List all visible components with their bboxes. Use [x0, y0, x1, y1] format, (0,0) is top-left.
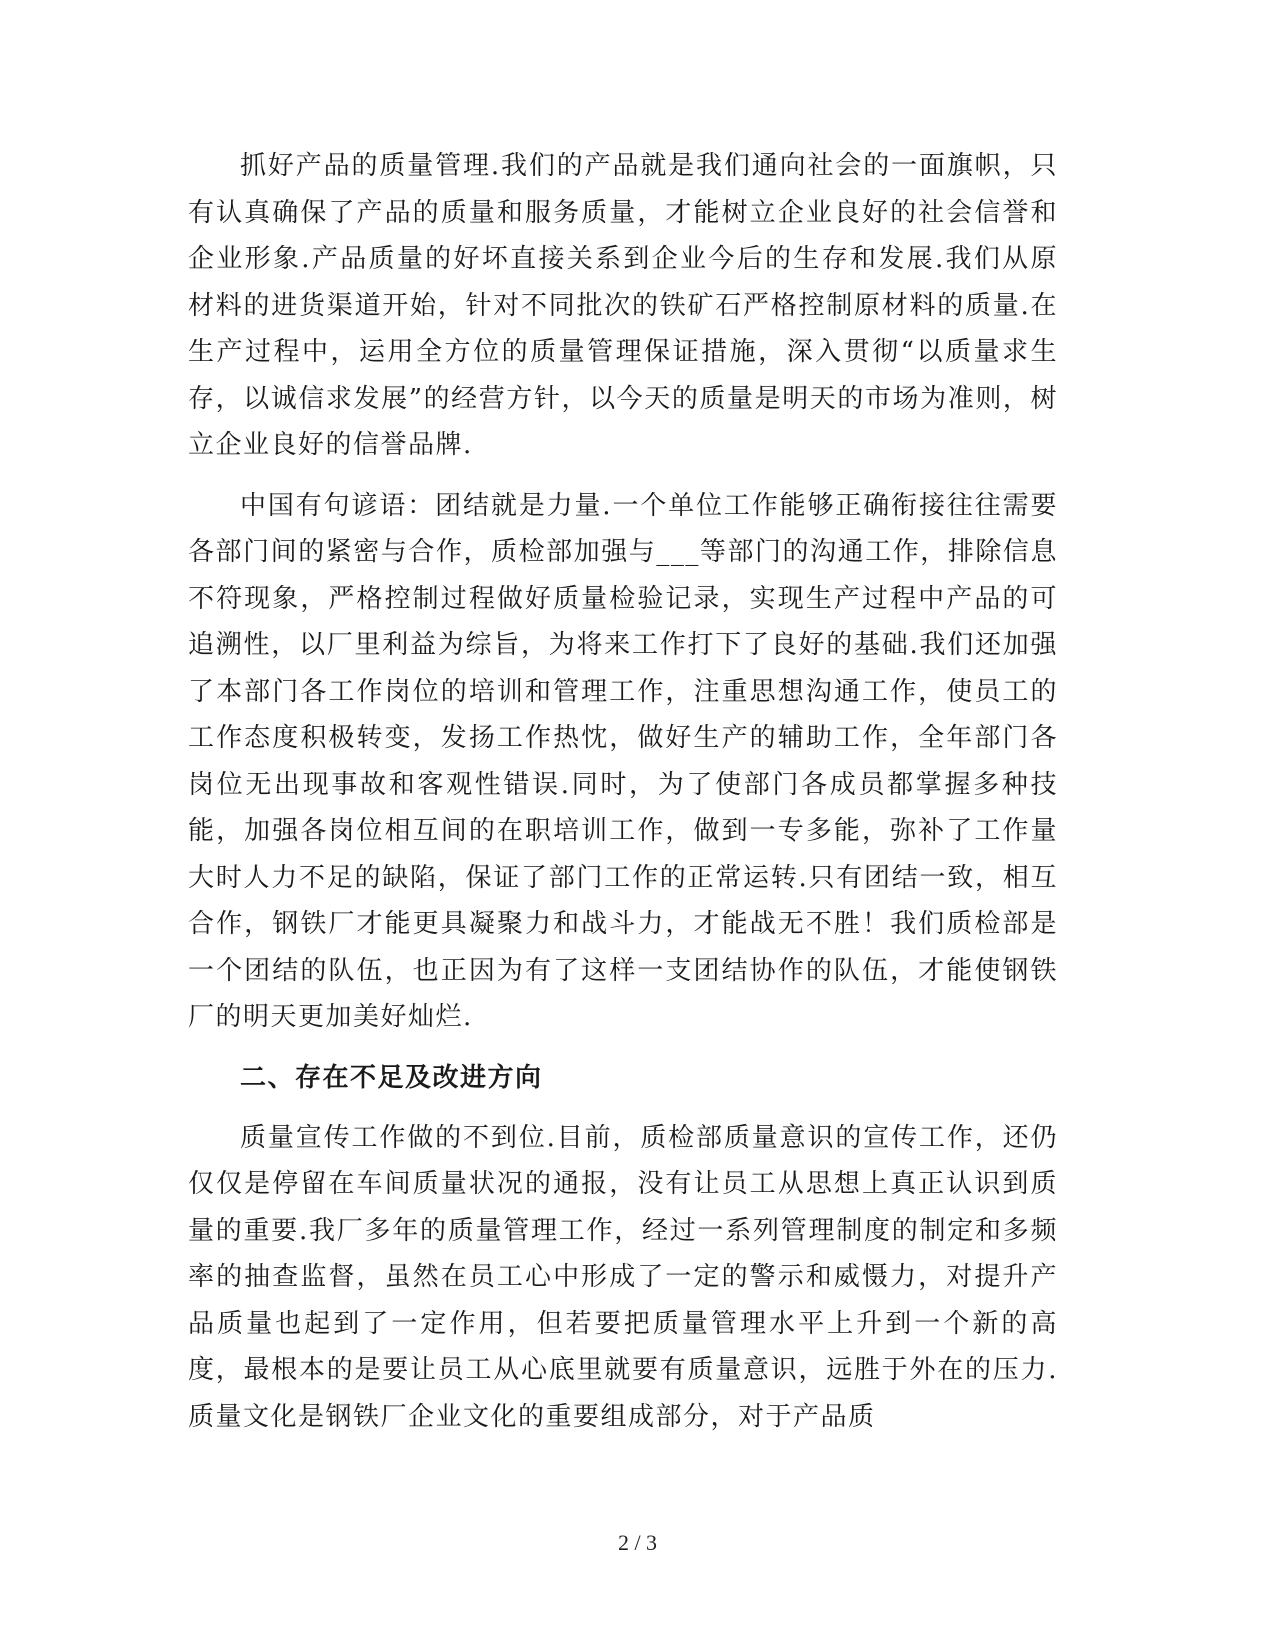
document-body	[188, 143, 1058, 1440]
paragraph-teamwork: 中国有句谚语：团结就是力量.一个单位工作能够正确衔接往往需要各部门间的紧密与合作，质检部加强与___等部门的沟通工作，排除信息不符现象，严格控制过程做好质量检验记录，实现生产过程中产品的可追溯性，以厂里利益为综旨，为将来工作打下了良好的基础.我们还加强了本部门各工作岗位的培训和管理工作，注重思想沟通工作，使员工的工作态度积极转变，发扬工作热忱，做好生产的辅助工作，全年部门各岗位无出现事故和客观性错误.同时，为了使部门各成员都掌握多种技能，加强各岗位相互间的在职培训工作，做到一专多能，弥补了工作量大时人力不足的缺陷，保证了部门工作的正常运转.只有团结一致，相互合作，钢铁厂才能更具凝聚力和战斗力，才能战无不胜！我们质检部是一个团结的队伍，也正因为有了这样一支团结协作的队伍，才能使钢铁厂的明天更加美好灿烂.	[188, 490, 1058, 1032]
paragraph-quality-management: 抓好产品的质量管理.我们的产品就是我们通向社会的一面旗帜，只有认真确保了产品的质量和服务质量，才能树立企业良好的社会信誉和企业形象.产品质量的好坏直接关系到企业今后的生存和发展.我们从原材料的进货渠道开始，针对不同批次的铁矿石严格控制原材料的质量.在生产过程中，运用全方位的质量管理保证措施，深入贯彻“以质量求生存，以诚信求发展”的经营方针，以今天的质量是明天的市场为准则，树立企业良好的信誉品牌.	[188, 151, 1058, 460]
page-number: 2 / 3	[617, 1530, 658, 1555]
section-heading: 二、存在不足及改进方向	[240, 1062, 543, 1093]
paragraph-quality-promotion: 质量宣传工作做的不到位.目前，质检部质量意识的宣传工作，还仍仅仅是停留在车间质量状况的通报，没有让员工从思想上真正认识到质量的重要.我厂多年的质量管理工作，经过一系列管理制度的制定和多频率的抽查监督，虽然在员工心中形成了一定的警示和威慑力，对提升产品质量也起到了一定作用，但若要把质量管理水平上升到一个新的高度，最根本的是要让员工从心底里就要有质量意识，远胜于外在的压力.质量文化是钢铁厂企业文化的重要组成部分，对于产品质	[188, 1122, 1058, 1432]
